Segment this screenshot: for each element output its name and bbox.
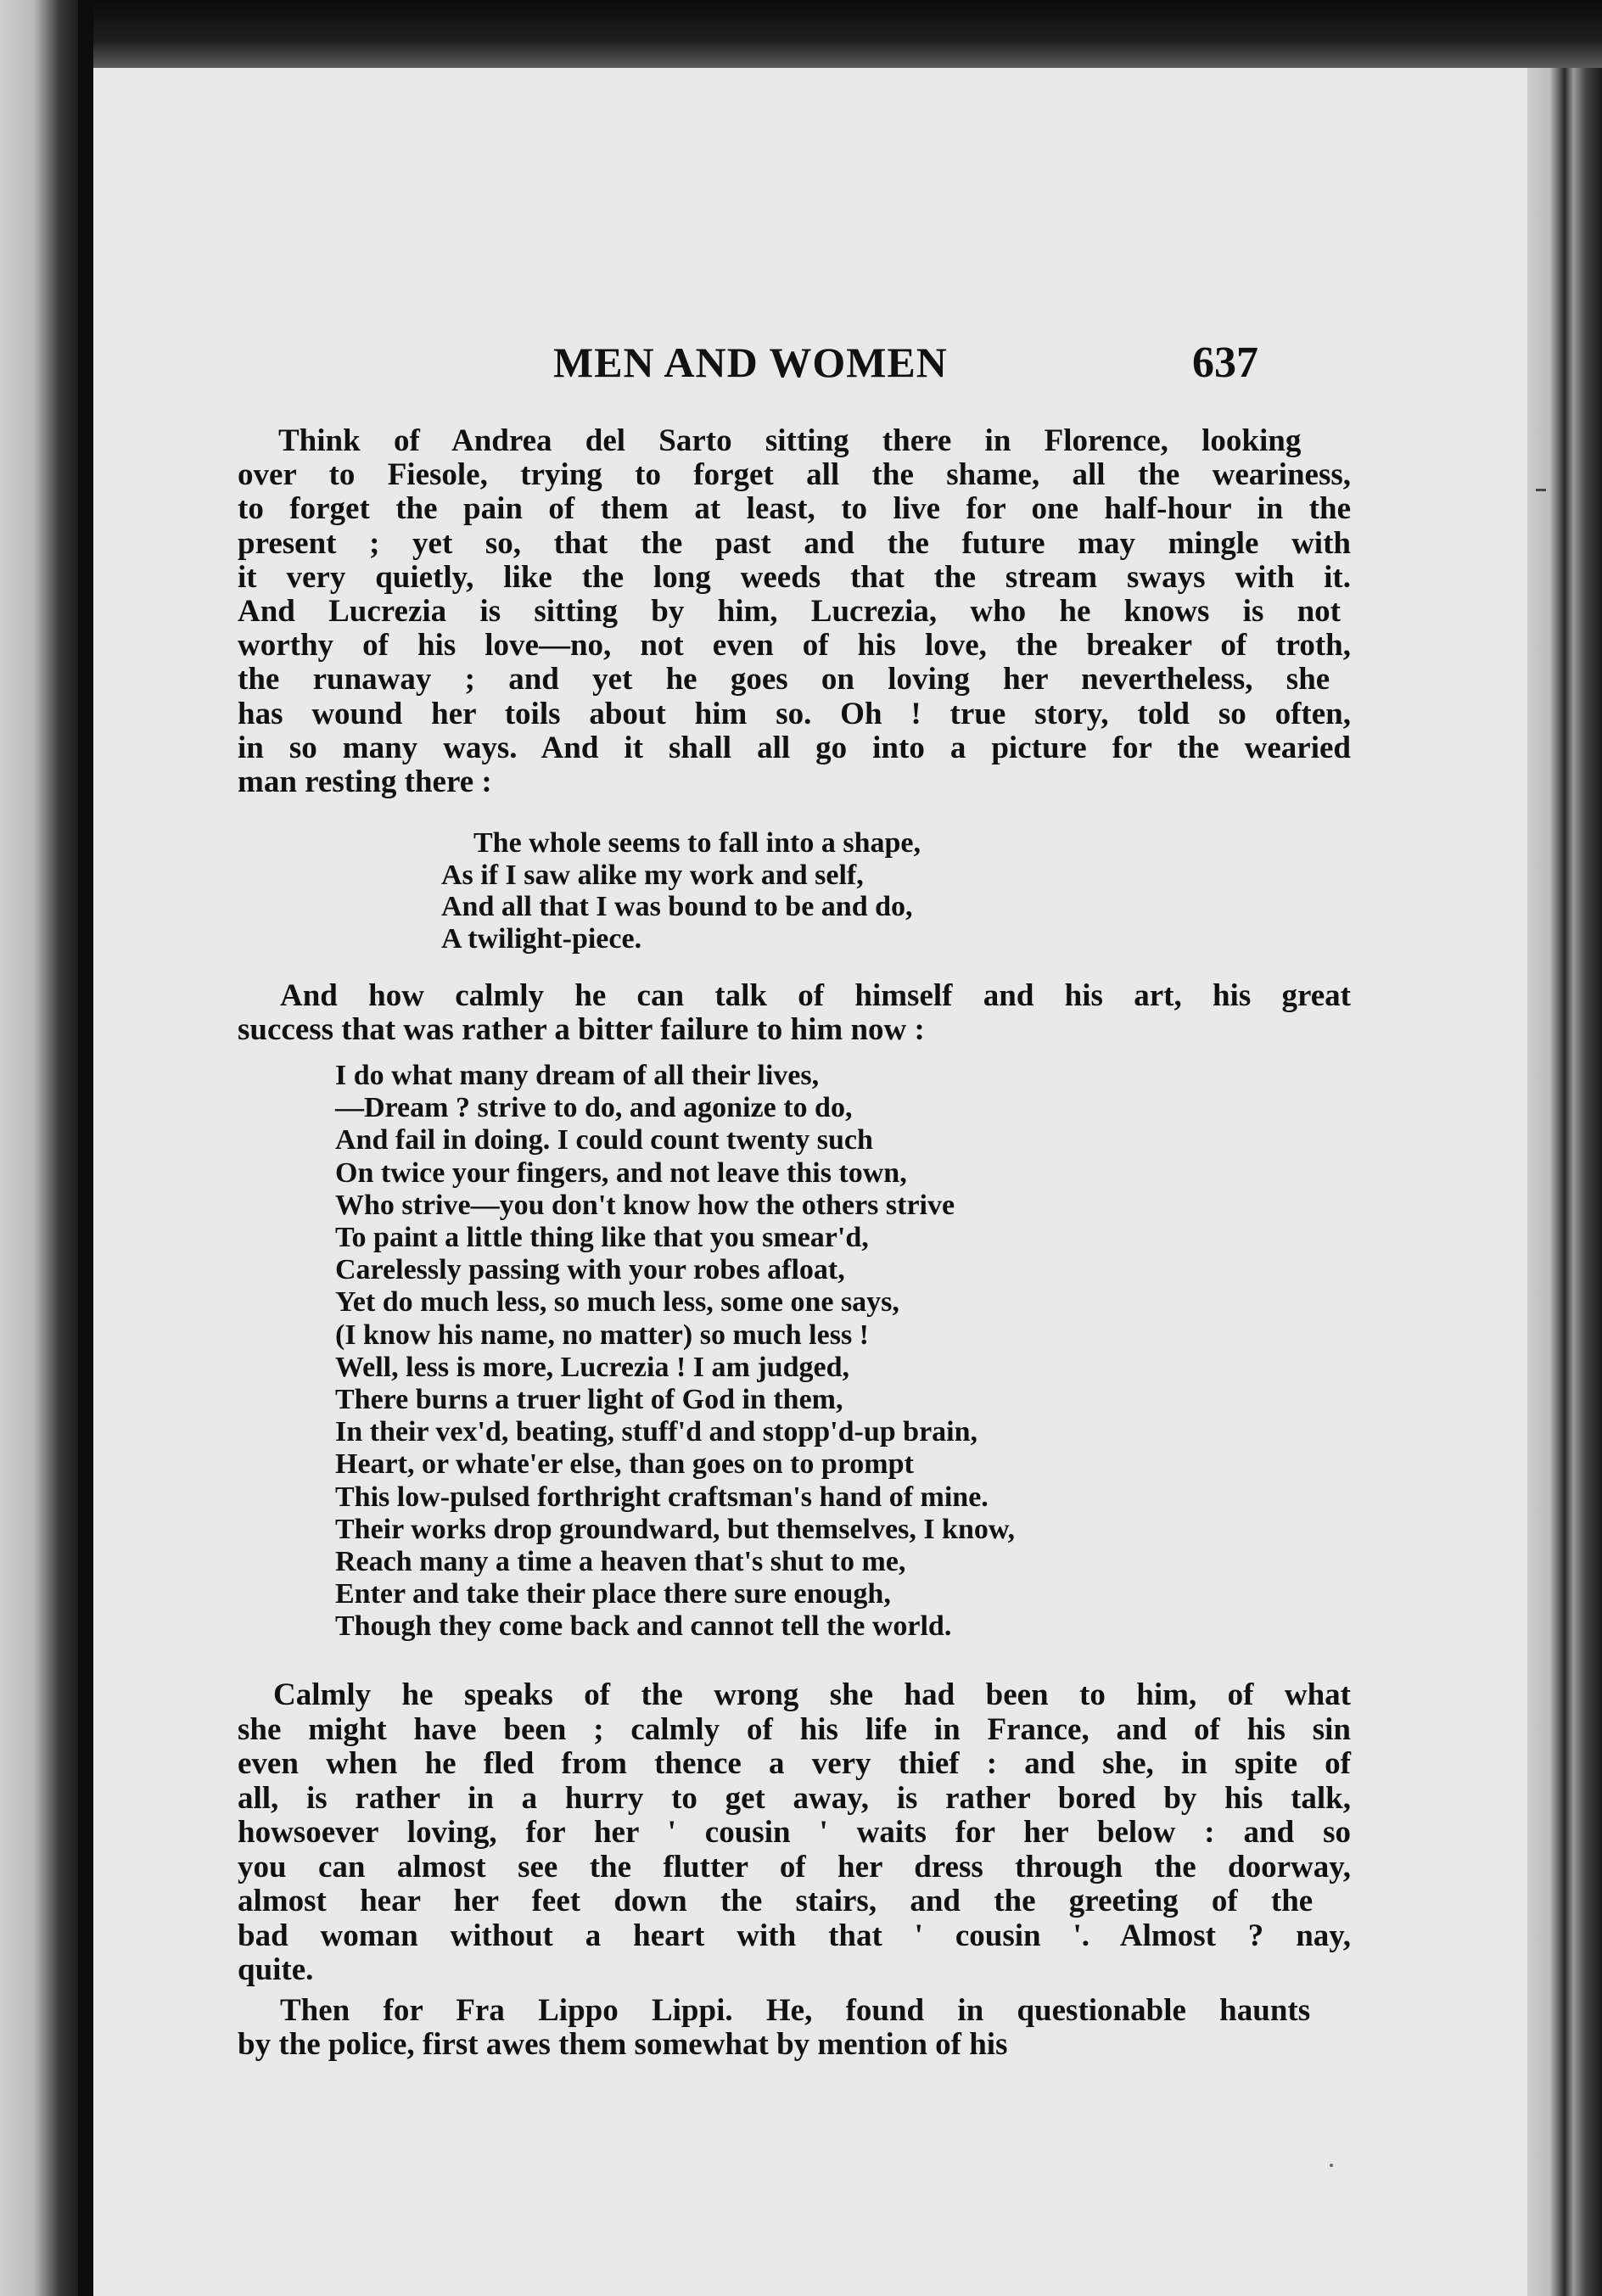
paragraph-line: success that was rather a bitter failure to him now : [238, 1012, 925, 1047]
verse-line: Enter and take their place there sure enough, [335, 1578, 891, 1610]
paragraph-line: all, is rather in a hurry to get away, is rather bored by his talk, [238, 1781, 1351, 1816]
scan-top-border [93, 0, 1602, 68]
paragraph-line: by the police, first awes them somewhat by mention of his [238, 2027, 1008, 2062]
paragraph-line: howsoever loving, for her ' cousin ' waits for her below : and so [238, 1815, 1351, 1850]
scan-left-margin [0, 0, 85, 2296]
verse-line: Yet do much less, so much less, some one says, [335, 1286, 899, 1318]
verse-line: (I know his name, no matter) so much less ! [335, 1319, 869, 1351]
paragraph-line: over to Fiesole, trying to forget all the shame, all the weariness, [238, 457, 1351, 492]
verse-line: Carelessly passing with your robes afloat, [335, 1254, 845, 1285]
paragraph-line: bad woman without a heart with that ' cousin '. Almost ? nay, [238, 1918, 1351, 1953]
paragraph-line: Calmly he speaks of the wrong she had been to him, of what [273, 1677, 1351, 1712]
verse-line: Heart, or whate'er else, than goes on to prompt [335, 1448, 914, 1480]
scan-speck [1536, 489, 1546, 491]
verse-line: —Dream ? strive to do, and agonize to do, [335, 1092, 853, 1123]
paragraph-line: the runaway ; and yet he goes on loving her nevertheless, she [238, 662, 1330, 697]
paragraph-line: she might have been ; calmly of his life in France, and of his sin [238, 1712, 1351, 1747]
verse-line: And fail in doing. I could count twenty such [335, 1124, 873, 1156]
paragraph-line: man resting there : [238, 764, 492, 799]
running-header [93, 338, 1527, 389]
verse-line: And all that I was bound to be and do, [441, 891, 913, 922]
page-number: 637 [1192, 339, 1258, 387]
paragraph-line: has wound her toils about him so. Oh ! true story, told so often, [238, 697, 1351, 731]
paragraph-line: almost hear her feet down the stairs, and the greeting of the [238, 1884, 1314, 1918]
paragraph-line: Then for Fra Lippo Lippi. He, found in questionable haunts [280, 1993, 1311, 2028]
scan-speck [1330, 2164, 1333, 2167]
verse-line: Who strive—you don't know how the others strive [335, 1190, 955, 1221]
scan-binding-edge [78, 0, 95, 2296]
running-title: MEN AND WOMEN [553, 339, 948, 386]
verse-line: Well, less is more, Lucrezia ! I am judged, [335, 1352, 849, 1383]
paragraph-line: it very quietly, like the long weeds that the stream sways with it. [238, 560, 1351, 595]
paragraph-line: to forget the pain of them at least, to live for one half-hour in the [238, 491, 1351, 526]
paragraph-line: Think of Andrea del Sarto sitting there in Florence, looking [278, 423, 1302, 458]
verse-line: In their vex'd, beating, stuff'd and stopp'd-up brain, [335, 1416, 978, 1448]
paragraph-line: quite. [238, 1952, 314, 1987]
paragraph-line: even when he fled from thence a very thief : and she, in spite of [238, 1746, 1351, 1781]
paragraph-line: And Lucrezia is sitting by him, Lucrezia, who he knows is not [238, 594, 1342, 629]
paragraph-line: present ; yet so, that the past and the future may mingle with [238, 526, 1351, 561]
book-page [93, 68, 1527, 2296]
verse-line: This low-pulsed forthright craftsman's hand of mine. [335, 1481, 989, 1513]
verse-line: The whole seems to fall into a shape, [473, 827, 921, 859]
verse-line: As if I saw alike my work and self, [441, 860, 864, 891]
paragraph-line: And how calmly he can talk of himself and his art, his great [280, 978, 1351, 1013]
verse-line: Reach many a time a heaven that's shut to me, [335, 1546, 906, 1577]
verse-line: I do what many dream of all their lives, [335, 1060, 820, 1091]
verse-line: A twilight-piece. [441, 923, 642, 955]
verse-line: Though they come back and cannot tell the world. [335, 1610, 952, 1642]
paragraph-line: worthy of his love—no, not even of his love, the breaker of troth, [238, 628, 1351, 663]
verse-line: Their works drop groundward, but themselves, I know, [335, 1514, 1016, 1545]
verse-line: To paint a little thing like that you smear'd, [335, 1222, 869, 1253]
verse-line: There burns a truer light of God in them, [335, 1384, 843, 1415]
scan-right-margin [1527, 68, 1602, 2296]
paragraph-line: you can almost see the flutter of her dress through the doorway, [238, 1850, 1351, 1884]
paragraph-line: in so many ways. And it shall all go into a picture for the wearied [238, 731, 1351, 765]
verse-line: On twice your fingers, and not leave this town, [335, 1157, 907, 1189]
